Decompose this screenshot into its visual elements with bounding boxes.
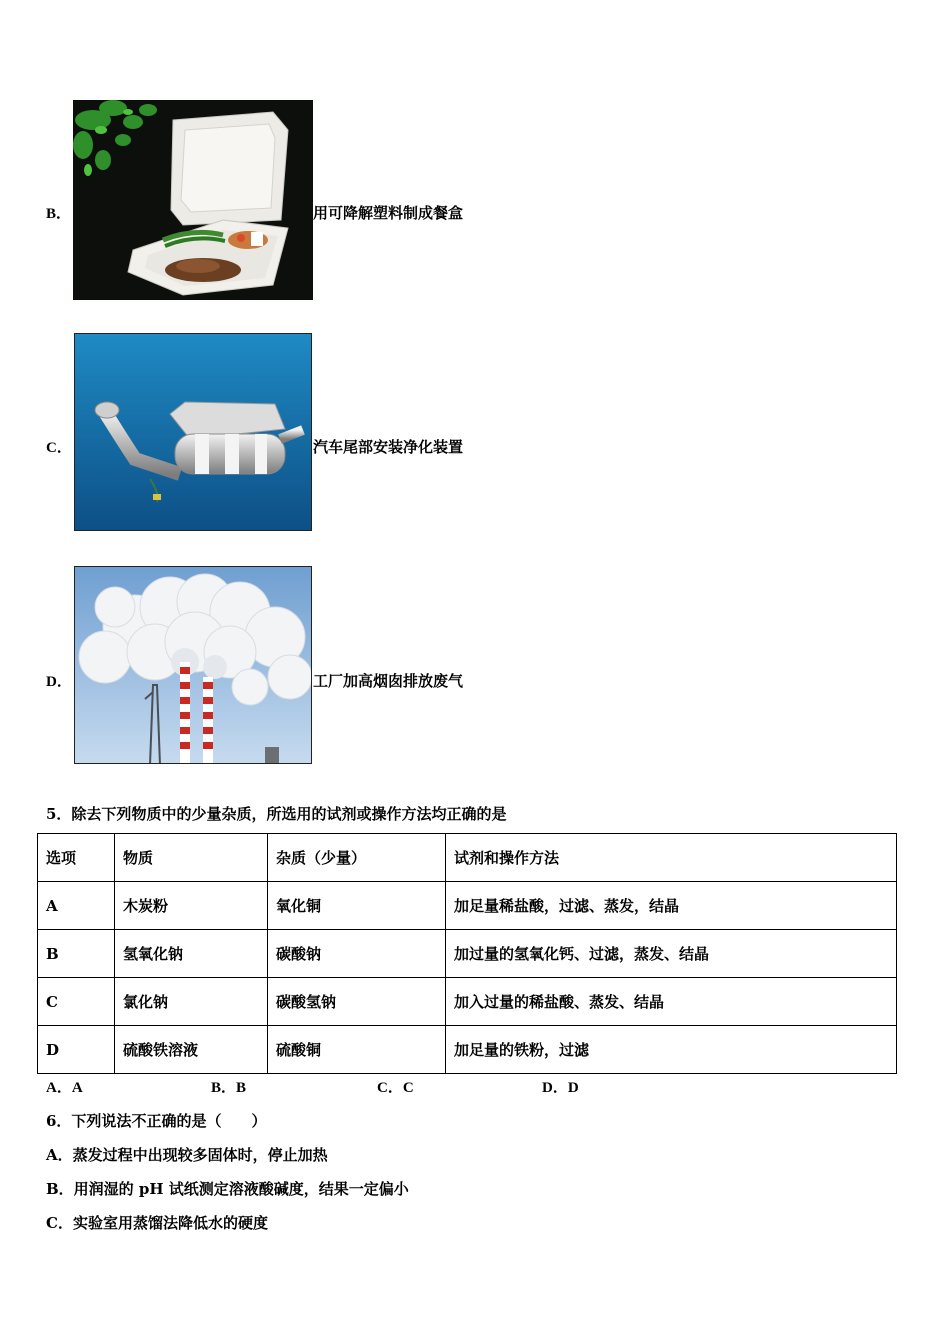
table-header-cell: 选项 (38, 834, 115, 882)
option-letter: D． (46, 674, 72, 690)
answer-choice-a: A．A (46, 1080, 83, 1096)
table-cell: 硫酸铜 (268, 1026, 446, 1074)
q5-table (37, 833, 897, 1074)
table-cell: 碳酸氢钠 (268, 978, 446, 1026)
option-letter: B． (46, 206, 72, 222)
q6-stem: 6．下列说法不正确的是（ ） (46, 1112, 267, 1130)
table-header-cell: 试剂和操作方法 (446, 834, 897, 882)
table-cell: 加足量的铁粉，过滤 (446, 1026, 897, 1074)
table-cell: 氯化钠 (115, 978, 268, 1026)
table-cell: 氢氧化钠 (115, 930, 268, 978)
table-cell: D (38, 1026, 115, 1074)
answer-choice-c: C．C (377, 1080, 414, 1096)
food-box-image (73, 100, 313, 300)
table-cell: 氧化铜 (268, 882, 446, 930)
table-cell: 加入过量的稀盐酸、蒸发、结晶 (446, 978, 897, 1026)
table-header-row (38, 834, 897, 882)
option-caption: 汽车尾部安装净化装置 (313, 438, 464, 456)
table-cell: 加足量稀盐酸，过滤、蒸发，结晶 (446, 882, 897, 930)
table-cell: 碳酸钠 (268, 930, 446, 978)
table-cell: 加过量的氢氧化钙、过滤，蒸发、结晶 (446, 930, 897, 978)
q6-choice-a: A．蒸发过程中出现较多固体时，停止加热 (46, 1146, 328, 1164)
table-cell: A (38, 882, 115, 930)
table-cell: 硫酸铁溶液 (115, 1026, 268, 1074)
q6-choice-b: B．用润湿的 pH 试纸测定溶液酸碱度，结果一定偏小 (46, 1180, 409, 1198)
table-header-cell: 杂质（少量） (268, 834, 446, 882)
table-row (38, 978, 897, 1026)
option-letter: C． (46, 440, 72, 456)
table-cell: C (38, 978, 115, 1026)
q5-stem: 5．除去下列物质中的少量杂质，所选用的试剂或操作方法均正确的是 (46, 805, 507, 823)
table-cell: 木炭粉 (115, 882, 268, 930)
option-caption: 用可降解塑料制成餐盒 (313, 204, 464, 222)
factory-chimney-image (74, 566, 312, 764)
table-row (38, 930, 897, 978)
table-row (38, 882, 897, 930)
catalytic-converter-image (74, 333, 312, 531)
q6-choice-c: C．实验室用蒸馏法降低水的硬度 (46, 1214, 268, 1232)
table-header-cell: 物质 (115, 834, 268, 882)
table-cell: B (38, 930, 115, 978)
option-caption: 工厂加高烟囱排放废气 (313, 672, 464, 690)
answer-choice-b: B．B (211, 1080, 247, 1096)
table-row (38, 1026, 897, 1074)
answer-choice-d: D．D (542, 1080, 579, 1096)
